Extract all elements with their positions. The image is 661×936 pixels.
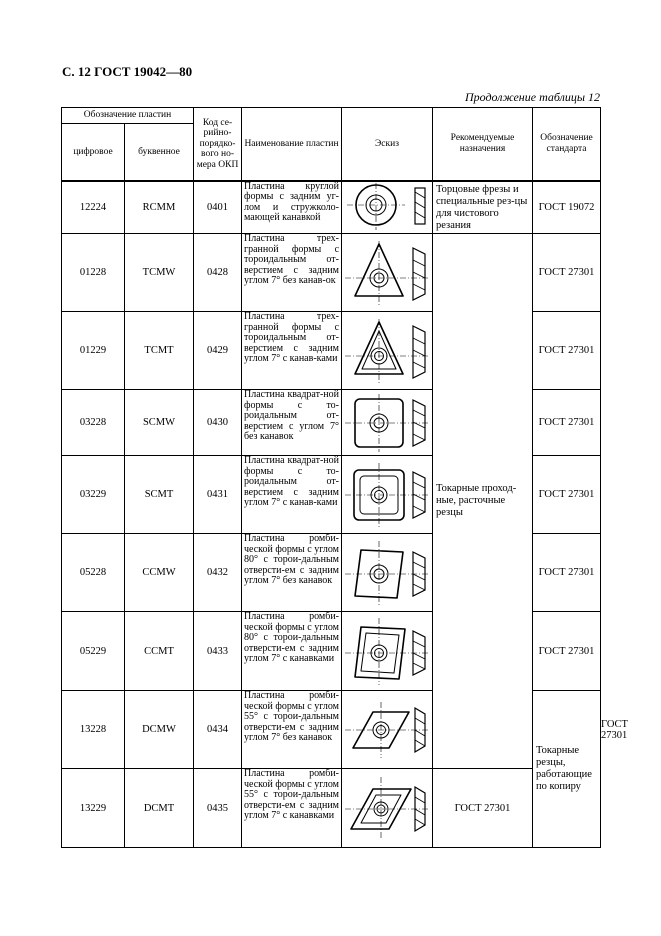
standard-cell: ГОСТ 27301 xyxy=(533,234,601,312)
name-cell: Пластина трех-гранной формы с тороидальным от-верстием с задним углом 7° с канав-ками xyxy=(242,312,342,390)
digital-cell: 01229 xyxy=(62,312,125,390)
name-cell: Пластина ромби-ческой формы с углом 80° с торои-дальным отверсти-ем с задним углом 7° с канавками xyxy=(242,612,342,691)
name-cell: Пластина круглой формы с задним уг-лом и стружколо-мающей канавкой xyxy=(242,181,342,234)
standard-cell: ГОСТ 19072 xyxy=(533,181,601,234)
letter-cell: CCMW xyxy=(125,534,194,612)
purpose-cell: Токарные проход-ные, расточные резцы xyxy=(433,234,533,769)
letter-cell: SCMW xyxy=(125,390,194,456)
table-row xyxy=(62,181,601,234)
round-insert-sketch-icon xyxy=(343,182,431,232)
digital-cell: 03229 xyxy=(62,456,125,534)
table-row xyxy=(62,234,601,312)
name-cell: Пластина ромби-ческой формы с углом 55° с торои-дальным отверсти-ем с задним углом 7° с канавками xyxy=(242,769,342,848)
digital-cell: 13228 xyxy=(62,691,125,769)
code-cell: 0428 xyxy=(194,234,242,312)
name-cell: Пластина квадрат-ной формы с то-роидальным от-верстием с углом 7° без канавок xyxy=(242,390,342,456)
letter-cell: RCMM xyxy=(125,181,194,234)
okp-code-header: Код се-рийно-порядко-вого но-мера ОКП xyxy=(194,108,242,181)
standard-header: Обозначение стандарта xyxy=(533,108,601,181)
designation-group-header: Обозначение пластин xyxy=(62,108,194,124)
name-header: Наименование пластин xyxy=(242,108,342,181)
letter-cell: DCMW xyxy=(125,691,194,769)
standard-cell: ГОСТ 27301 xyxy=(433,769,533,848)
name-cell: Пластина трех-гранной формы с тороидальным от-верстием с задним углом 7° без канав-ок xyxy=(242,234,342,312)
purpose-cell: Торцовые фрезы и специальные рез-цы для чистового резания xyxy=(433,181,533,234)
digital-cell: 05229 xyxy=(62,612,125,691)
inserts-table xyxy=(61,107,628,848)
code-cell: 0429 xyxy=(194,312,242,390)
rhombic-55-insert-sketch-icon xyxy=(343,700,431,760)
digital-cell: 12224 xyxy=(62,181,125,234)
rhombic-55-grooved-insert-sketch-icon xyxy=(343,775,431,841)
triangle-insert-sketch-icon xyxy=(343,238,431,308)
table-continuation-caption: Продолжение таблицы 12 xyxy=(464,90,600,104)
standard-cell: ГОСТ 27301 xyxy=(533,456,601,534)
table-row xyxy=(62,769,601,848)
standard-cell: ГОСТ 27301 xyxy=(533,534,601,612)
sketch-header: Эскиз xyxy=(342,108,433,181)
standard-cell: ГОСТ 27301 xyxy=(533,390,601,456)
rhombic-80-insert-sketch-icon xyxy=(343,538,431,608)
page-header: С. 12 ГОСТ 19042—80 xyxy=(62,64,193,79)
letter-cell: TCMW xyxy=(125,234,194,312)
digital-header: цифровое xyxy=(62,124,125,181)
code-cell: 0435 xyxy=(194,769,242,848)
code-cell: 0432 xyxy=(194,534,242,612)
rhombic-80-grooved-insert-sketch-icon xyxy=(343,615,431,687)
code-cell: 0401 xyxy=(194,181,242,234)
name-cell: Пластина ромби-ческой формы с углом 80° с торои-дальным отверсти-ем с задним углом 7° без канавок xyxy=(242,534,342,612)
standard-cell: ГОСТ 27301 xyxy=(533,612,601,691)
letter-cell: CCMT xyxy=(125,612,194,691)
code-cell: 0434 xyxy=(194,691,242,769)
letter-cell: TCMT xyxy=(125,312,194,390)
table-row: 13228 DCMW 0434 Пластина ромби-ческой формы с углом 55° с торои-дальным отверсти-ем с задним углом 7° без канавок Токарные резцы, работающие по копиру ГОСТ 27301 xyxy=(62,691,601,769)
letter-cell: DCMT xyxy=(125,769,194,848)
name-cell: Пластина квадрат-ной формы с то-роидальным от-верстием с задним углом 7° с канав-ками xyxy=(242,456,342,534)
square-insert-sketch-icon xyxy=(343,392,431,454)
digital-cell: 05228 xyxy=(62,534,125,612)
square-grooved-insert-sketch-icon xyxy=(343,460,431,530)
code-cell: 0433 xyxy=(194,612,242,691)
digital-cell: 01228 xyxy=(62,234,125,312)
letter-cell: SCMT xyxy=(125,456,194,534)
digital-cell: 13229 xyxy=(62,769,125,848)
purpose-cell: Токарные резцы, работающие по копиру xyxy=(533,691,601,848)
code-cell: 0430 xyxy=(194,390,242,456)
name-cell: Пластина ромби-ческой формы с углом 55° с торои-дальным отверсти-ем с задним углом 7° без канавок xyxy=(242,691,342,769)
digital-cell: 03228 xyxy=(62,390,125,456)
purpose-header: Рекомендуемые назначения xyxy=(433,108,533,181)
standard-cell: ГОСТ 27301 xyxy=(533,312,601,390)
triangle-grooved-insert-sketch-icon xyxy=(343,316,431,386)
code-cell: 0431 xyxy=(194,456,242,534)
letter-header: буквенное xyxy=(125,124,194,181)
